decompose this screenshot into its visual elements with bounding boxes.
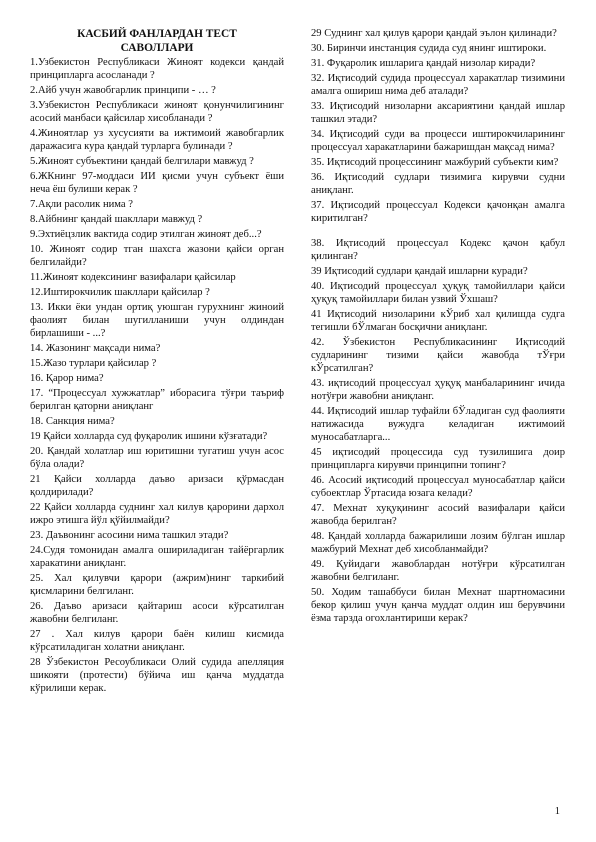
question-item: 21 Қайси холларда даъво аризаси қўрмасдан қолдирилади? bbox=[30, 474, 284, 498]
question-item: 14. Жазонинг мақсади нима? bbox=[30, 343, 161, 354]
question-item: 47. Мехнат хуқуқининг асосий вазифалари қайси жавобда берилган? bbox=[311, 503, 565, 527]
question-item: 22 Қайси холларда суднинг хал килув қарорини дархол ижро этишга йўл қўйилмайди? bbox=[30, 502, 284, 526]
question-item: 46. Асосий иқтисодий процессуал муносабатлар қайси субоектлар Ўртасида юзага келади? bbox=[311, 475, 565, 499]
question-item: 44. Иқтисодий ишлар туфайли бЎладиган суд фаолияти натижасида вужудга келадиган ижтимоий муносабатларга... bbox=[311, 406, 565, 443]
question-item: 20. Қандай холатлар иш юритишни тугатиш учун асос бўла олади? bbox=[30, 446, 284, 470]
question-item: 45 иқтисодий процессида суд тузилишига доир принципларга кирувчи принципни топинг? bbox=[311, 447, 565, 471]
question-item: 18. Санкция нима? bbox=[30, 416, 115, 427]
page-number: 1 bbox=[554, 806, 560, 817]
question-item: 48. Қандай холларда бажарилиши лозим бўлган ишлар мажбурий Мехнат деб хисобланмайди? bbox=[311, 531, 565, 555]
question-item: 3.Узбекистон Республикаси жиноят қонунчилигининг асосий манбаси қайсилар хисобланади ? bbox=[30, 100, 284, 124]
question-item: 25. Хал қилувчи қарори (ажрим)нинг таркибий қисмларини белгиланг. bbox=[30, 573, 284, 597]
question-item: 37. Иқтисодий процессуал Кодекси қачонқан амалга киритилган? bbox=[311, 200, 565, 224]
question-item: 32. Иқтисодий судида процессуал харакатлар тизимини амалга ошириш нима деб аталади? bbox=[311, 73, 565, 97]
question-item: 8.Айбнинг қандай шакллари мавжуд ? bbox=[30, 214, 203, 225]
question-item: 31. Фуқаролик ишларига қандай низолар киради? bbox=[311, 58, 536, 69]
question-item: 41 Иқтисодий низоларини кЎриб хал қилишда судга тегишли бЎлмаган босқични аниқланг. bbox=[311, 309, 565, 333]
question-item: 43. иқтисодий процессуал ҳуқуқ манбаларининг ичида нотўғри жавобни аниқланг. bbox=[311, 378, 565, 402]
left-column bbox=[30, 27, 284, 697]
question-item: 1.Узбекистон Республикаси Жиноят кодекси қандай принципларга асосланади ? bbox=[30, 57, 284, 81]
title-line-2: САВОЛЛАРИ bbox=[120, 42, 194, 54]
question-item: 35. Иқтисодий процессининг мажбурий субъекти ким? bbox=[311, 157, 559, 168]
question-item: 5.Жиноят субъектини қандай белгилари мавжуд ? bbox=[30, 156, 254, 167]
question-item: 29 Суднинг хал қилув қарори қандай эълон қилинади? bbox=[311, 28, 557, 39]
question-item: 40. Иқтисодий процессуал ҳуқуқ тамойиллари қайси ҳуқуқ тамойиллари билан узвий Ўхшаш? bbox=[311, 281, 565, 305]
document-title bbox=[30, 27, 284, 55]
question-item: 9.Эхтиёцзлик вактида содир этилган жиноят деб...? bbox=[30, 229, 262, 240]
question-item: 13. Икки ёки ундан ортиқ уюшган гурухнинг жиноий фаолият билан шугилланиши учун олдиндан бирлашиши - ...? bbox=[30, 302, 284, 339]
question-item: 34. Иқтисодий суди ва процесси иштирокчиларининг процессуал харакатларини бажаришдан мақсад нима? bbox=[311, 129, 565, 153]
question-item: 24.Судя томонидан амалга ошириладиган тайёргарлик харакатини аниқланг. bbox=[30, 545, 284, 569]
question-item: 49. Қуйидаги жавоблардан нотўғри кўрсатилган жавобни белгиланг. bbox=[311, 559, 565, 583]
question-item: 30. Биринчи инстанция судида суд янинг иштироки. bbox=[311, 43, 547, 54]
question-item: 42. Ўзбекистон Республикасининг Иқтисодий судларининг тизими қайси жавобда тЎғри кЎрсатилган? bbox=[311, 337, 565, 374]
question-item: 33. Иқтисодий низоларни аксариятини қандай ишлар ташкил этади? bbox=[311, 101, 565, 125]
question-item: 7.Ақли расолик нима ? bbox=[30, 199, 133, 210]
question-item: 6.ЖКнинг 97-моддаси ИИ қисми учун субъект ёши неча ёш булиши керак ? bbox=[30, 171, 284, 195]
question-item: 17. “Процессуал хужжатлар” иборасига тўғри таъриф берилган қаторни аниқланг bbox=[30, 388, 284, 412]
title-line-1: КАСБИЙ ФАНЛАРДАН ТЕСТ bbox=[77, 28, 237, 40]
question-item: 10. Жиноят содир тган шахсга жазони қайси орган белгилайди? bbox=[30, 244, 284, 268]
question-item: 2.Айб учун жавобгарлик принципи - … ? bbox=[30, 85, 216, 96]
question-item: 38. Иқтисодий процессуал Кодекс қачон қабул қилинган? bbox=[311, 238, 565, 262]
question-item: 27 . Хал килув қарори баён килиш кисмида кўрсатиладиган холатни аниқланг. bbox=[30, 629, 284, 653]
question-item: 36. Иқтисодий судлари тизимига кирувчи судни аниқланг. bbox=[311, 172, 565, 196]
right-column bbox=[311, 27, 565, 627]
question-item: 19 Қайси холларда суд фуқаролик ишини кўзғатади? bbox=[30, 431, 268, 442]
question-item: 26. Даъво аризаси қайтариш асоси кўрсатилган жавобни белгиланг. bbox=[30, 601, 284, 625]
question-item: 50. Ходим ташаббуси билан Мехнат шартномасини бекор қилиш учун қанча муддат олдин иш берувчини ёзма тарзда огохлантириши керак? bbox=[311, 587, 565, 624]
question-item: 11.Жиноят кодексининг вазифалари қайсилар bbox=[30, 272, 236, 283]
question-item: 12.Иштирокчилик шакллари қайсилар ? bbox=[30, 287, 210, 298]
question-item: 16. Қарор нима? bbox=[30, 373, 104, 384]
question-item: 39 Иқтисодий судлари қандай ишларни куради? bbox=[311, 266, 528, 277]
question-item: 15.Жазо турлари қайсилар ? bbox=[30, 358, 157, 369]
question-item: 4.Жиноятлар уз хусусияти ва ижтимоий жавобгарлик даражасига кура қандай турларга булинади ? bbox=[30, 128, 284, 152]
question-item: 28 Ўзбекистон Ресоубликаси Олий судида апелляция шикояти (протести) бўйича иш қанча муддатда кўрилиши керак. bbox=[30, 657, 284, 694]
question-item: 23. Даъвонинг асосини нима ташкил этади? bbox=[30, 530, 229, 541]
